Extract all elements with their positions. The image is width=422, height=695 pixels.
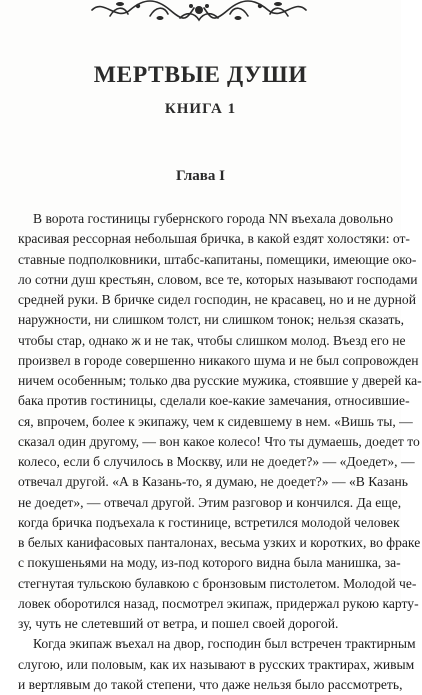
book-title: МЕРТВЫЕ ДУШИ: [93, 62, 308, 88]
text-line: произвел в городе совершенно никакого шума и не был сопровожден: [18, 352, 419, 368]
text-line: отвечал другой. «А в Казань-то, я думаю, не доедет?» — «В Казань: [18, 474, 409, 490]
text-line: красивая рессорная небольшая бричка, в какой ездят холостяки: от-: [18, 231, 410, 247]
text-line: и вертлявым до такой степени, что даже нельзя было рассмотреть,: [18, 676, 403, 692]
text-line: стегнутая тульскою булавкою с бронзовым пистолетом. Молодой че-: [18, 575, 417, 591]
text-line: зу, чуть не слетевший от ветра, и пошел своей дорогой.: [18, 616, 339, 631]
text-line: с покушеньями на моду, из-под которого видна была манишка, за-: [18, 555, 401, 571]
text-line: ся, впрочем, более к экипажу, чем к сидевшему в нем. «Вишь ты, —: [18, 413, 413, 429]
book-subtitle: КНИГА 1: [164, 101, 237, 117]
text-line: в белых канифасовых панталонах, весьма узких и коротких, во фраке: [18, 535, 421, 550]
text-line: ставные подполковники, штабс-капитаны, помещики, имеющие око-: [18, 251, 417, 267]
text-line: ловек оборотился назад, посмотрел экипаж, придержал рукою карту-: [18, 595, 419, 611]
text-line: бака против гостиницы, сделали кое-какие замечания, относившие-: [18, 393, 410, 409]
text-line: Когда экипаж въехал на двор, господин был встречен трактирным: [33, 636, 416, 652]
text-line: В ворота гостиницы губернского города NN въехала довольно: [33, 211, 394, 226]
text-line: сказал один другому, — вон какое колесо! Что ты думаешь, доедет то: [18, 433, 420, 449]
text-line: не доедет», — отвечал другой. Этим разговор и кончился. Да еще,: [18, 494, 402, 510]
text-line: ничем особенным; только два русские мужика, стоявшие у дверей ка-: [18, 373, 422, 388]
chapter-title: Глава I: [176, 168, 225, 184]
text-line: колесо, если б случилось в Москву, или не доедет?» — «Доедет», —: [18, 454, 415, 469]
text-line: слугою, или половым, как их называют в русских трактирах, живым: [18, 656, 415, 672]
floral-ornament-icon: [90, 0, 308, 24]
chapter-body: [18, 209, 422, 695]
text-line: наружности, ни слишком толст, ни слишком тонок; нельзя сказать,: [18, 312, 404, 328]
text-line: чтобы стар, однако ж и не так, чтобы слишком молод. Въезд его не: [18, 332, 406, 348]
text-line: ло сотни душ крестьян, словом, все те, которых называют господами: [18, 271, 418, 287]
text-line: когда бричка подъехала к гостинице, встретился молодой человек: [18, 514, 400, 530]
text-line: средней руки. В бричке сидел господин, не красавец, но и не дурной: [18, 292, 416, 307]
